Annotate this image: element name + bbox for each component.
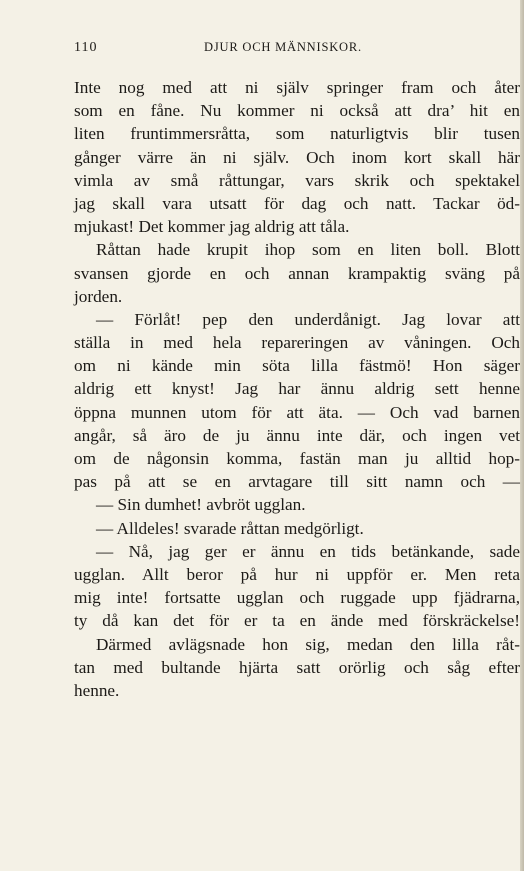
text-line: Inte nog med att ni själv springer fram och åter <box>74 78 520 97</box>
page-number: 110 <box>74 40 98 55</box>
text-line: ställa in med hela repareringen av våningen. Och <box>74 333 520 353</box>
text-line: — Nå, jag ger er ännu en tids betänkande, sade <box>96 541 520 561</box>
text-line: angår, så äro de ju ännu inte där, och ingen vet <box>74 425 520 445</box>
text-line: vimla av små råttungar, vars skrik och spektakel <box>74 170 520 190</box>
text-line: som en fåne. Nu kommer ni också att dra’ hit en <box>74 101 520 121</box>
text-line: — Förlåt! pep den underdånigt. Jag lovar att <box>96 309 520 329</box>
text-line: om ni kände min söta lilla fästmö! Hon säger <box>74 356 520 376</box>
text-line: liten fruntimmersråtta, som naturligtvis blir tusen <box>74 124 520 144</box>
text-line: henne. <box>74 680 120 700</box>
text-line: Råttan hade krupit ihop som en liten boll. Blott <box>96 240 520 260</box>
text-line: jag skall vara utsatt för dag och natt. Tackar öd- <box>74 193 520 213</box>
text-line: — Alldeles! svarade råttan medgörligt. <box>96 518 364 538</box>
text-line: mjukast! Det kommer jag aldrig att tåla. <box>74 217 350 237</box>
running-head <box>74 40 520 60</box>
page-edge <box>520 0 524 871</box>
text-line: öppna munnen utom för att äta. — Och vad barnen <box>74 402 520 422</box>
text-line: om de någonsin komma, fastän man ju alltid hop- <box>74 449 520 468</box>
text-line: — Sin dumhet! avbröt ugglan. <box>96 495 306 515</box>
text-line: tan med bultande hjärta satt orörlig och såg efter <box>74 657 520 677</box>
text-line: mig inte! fortsatte ugglan och ruggade upp fjädrarna, <box>74 588 520 608</box>
text-line: Därmed avlägsnade hon sig, medan den lilla råt- <box>96 634 520 654</box>
text-line: jorden. <box>74 286 123 306</box>
text-line: ty då kan det för er ta en ände med förskräckelse! <box>74 611 520 631</box>
text-line: aldrig ett knyst! Jag har ännu aldrig sett henne <box>74 379 520 399</box>
text-line: svansen gjorde en och annan krampaktig sväng på <box>74 263 520 283</box>
running-title: DJUR OCH MÄNNISKOR. <box>204 40 362 54</box>
text-line: ugglan. Allt beror på hur ni uppför er. Men reta <box>74 564 520 584</box>
text-line: pas på att se en arvtagare till sitt namn och — <box>74 472 520 492</box>
text-line: gånger värre än ni själv. Och inom kort skall här <box>74 147 520 167</box>
body-text <box>74 76 520 702</box>
